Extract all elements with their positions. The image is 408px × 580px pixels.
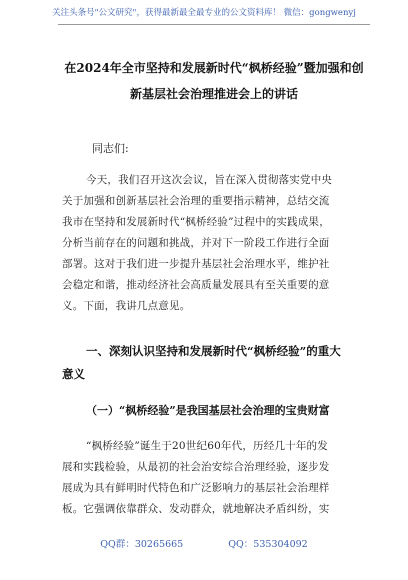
subsection-heading-1: （一）“枫桥经验”是我国基层社会治理的宝贵财富 [86,404,330,417]
intro-line: 我市在坚持和发展新时代“枫桥经验”过程中的实践成果， [62,216,330,228]
intro-line: 会稳定和谐，推动经济社会高质量发展具有至关重要的意 [62,279,330,291]
footer-qq-group: QQ群：30265665 [100,539,184,550]
intro-line: 部署。这对于我们进一步提升基层社会治理水平，维护社 [62,258,330,270]
section-heading-line: 意义 [62,367,85,381]
header-promo-note: 关注头条号"公文研究"，获得最新最全最专业的公文资料库！ 微信：gongwenyj [52,8,356,18]
body-line: “枫桥经验”诞生于20世纪60年代，历经几十年的发 [86,440,328,452]
title-line-2: 新基层社会治理推进会上的讲话 [129,87,298,101]
section-heading-1 [62,340,362,386]
intro-line: 义。下面，我讲几点意见。 [62,300,191,312]
salutation: 同志们: [92,142,129,155]
body-line: 板。它强调依靠群众、发动群众，就地解决矛盾纠纷，实 [62,503,330,515]
title-line-1: 在2024年全市坚持和发展新时代“枫桥经验”暨加强和创 [64,61,364,75]
intro-line: 关于加强和创新基层社会治理的重要指示精神，总结交流 [62,195,330,207]
footer-contact [0,536,408,550]
header-divider [58,24,370,25]
body-line: 展成为具有鲜明时代特色和广泛影响力的基层社会治理样 [62,482,330,494]
intro-line: 分析当前存在的问题和挑战，并对下一阶段工作进行全面 [62,237,330,249]
body-paragraph-2 [62,436,352,520]
body-line: 展和实践检验，从最初的社会治安综合治理经验，逐步发 [62,461,330,473]
intro-paragraph [62,170,352,317]
document-title [58,55,370,107]
footer-qq: QQ：535304092 [228,539,308,550]
intro-line: 今天，我们召开这次会议，旨在深入贯彻落实党中央 [86,174,333,186]
section-heading-line: 一、深刻认识坚持和发展新时代“枫桥经验”的重大 [86,344,341,358]
